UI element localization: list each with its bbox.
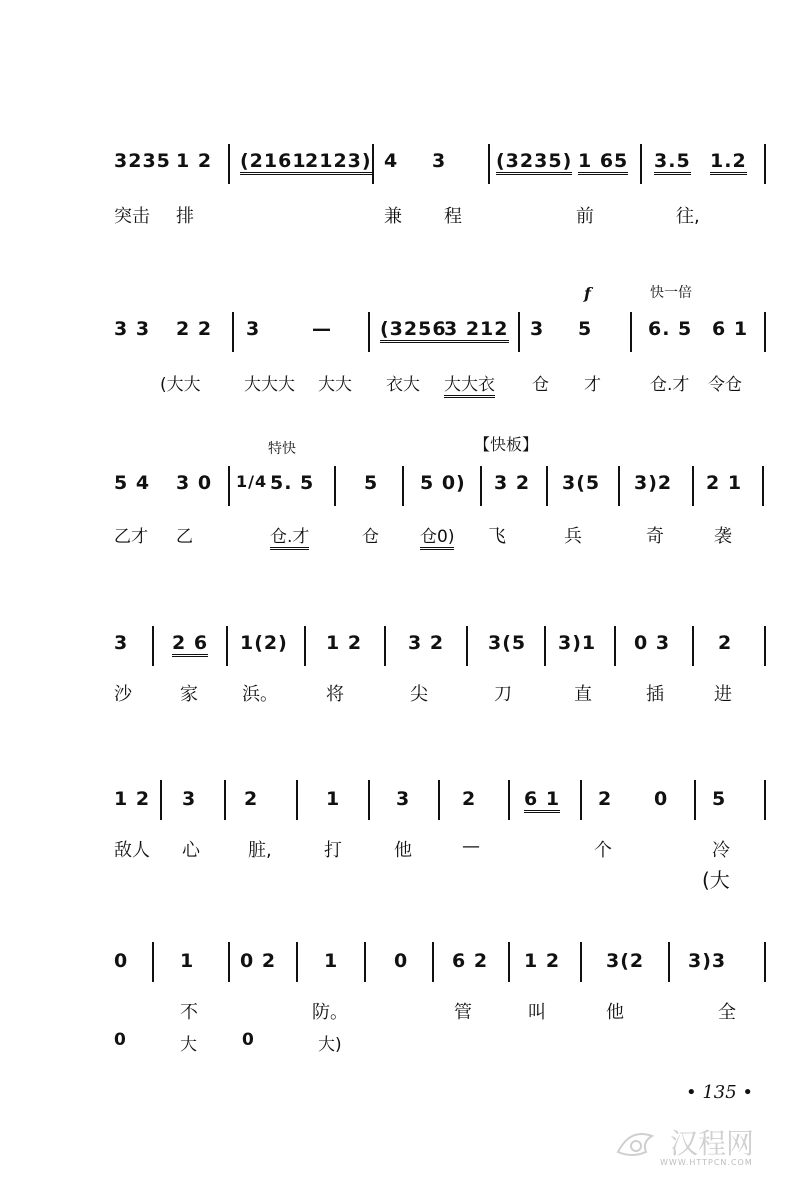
barline — [544, 626, 546, 666]
note-group: 3 2 — [408, 632, 445, 654]
note-group: 1 — [180, 950, 195, 972]
page-number: • 135 • — [686, 1082, 754, 1103]
note-group: 1.2 — [710, 150, 747, 175]
system-3 — [0, 428, 800, 558]
note-group: 3(5 — [562, 472, 601, 494]
watermark — [612, 1122, 788, 1172]
barline — [384, 626, 386, 666]
note-group: 5 — [712, 788, 727, 810]
note-group: 3)1 — [558, 632, 597, 654]
percussion-syllable: (大 — [702, 868, 730, 892]
lyric: 进 — [714, 684, 732, 705]
lyric: 沙 — [114, 684, 132, 705]
barline — [508, 780, 510, 820]
note-group: (2161 — [240, 150, 307, 175]
note-group: 3 — [432, 150, 447, 172]
time-signature: 1/4 — [236, 472, 268, 491]
barline — [364, 942, 366, 982]
percussion-syllable: 0 — [114, 1030, 126, 1050]
note-group: 2 — [462, 788, 477, 810]
system-2 — [0, 278, 800, 398]
barline — [488, 144, 490, 184]
note-group: 3(2 — [606, 950, 645, 972]
lyric: 他 — [394, 840, 412, 861]
note-group: 1 — [326, 788, 341, 810]
note-group: 3 — [114, 632, 129, 654]
percussion-syllable: 大大衣 — [444, 370, 495, 398]
barline — [764, 780, 766, 820]
barline — [402, 466, 404, 506]
note-group: 2 2 — [176, 318, 213, 340]
note-group: 5 — [578, 318, 593, 340]
note-group: 0 — [394, 950, 409, 972]
lyric: 敌人 — [114, 840, 150, 861]
lyric: 个 — [594, 840, 612, 861]
percussion-syllable: 大大 — [318, 375, 352, 395]
note-group: 2 1 — [706, 472, 743, 494]
barline — [668, 942, 670, 982]
lyric: 直 — [574, 684, 592, 705]
barline — [580, 942, 582, 982]
percussion-syllable: 令仓 — [708, 375, 742, 395]
barline — [764, 144, 766, 184]
barline — [160, 780, 162, 820]
lyric: 飞 — [488, 526, 506, 547]
barline — [368, 780, 370, 820]
barline — [296, 942, 298, 982]
note-group: 3 — [246, 318, 261, 340]
note-group: 5. 5 — [270, 472, 315, 494]
barline — [762, 466, 764, 506]
note-group: (3235) — [496, 150, 572, 175]
note-group: 3235 — [114, 150, 171, 172]
lyric: 兵 — [564, 526, 582, 547]
lyric: 家 — [180, 684, 198, 705]
barline — [618, 466, 620, 506]
percussion-syllable: 0 — [242, 1030, 254, 1050]
section-mark: 【快板】 — [474, 435, 539, 454]
lyric: 程 — [444, 206, 462, 227]
lyric: 插 — [646, 684, 664, 705]
barline — [304, 626, 306, 666]
note-group: 0 — [114, 950, 129, 972]
note-group: 1 2 — [326, 632, 363, 654]
barline — [614, 626, 616, 666]
note-group: 2 — [244, 788, 259, 810]
barline — [228, 942, 230, 982]
note-group: 4 — [384, 150, 399, 172]
lyric: 刀 — [494, 684, 512, 705]
note-group: 3 2 — [494, 472, 531, 494]
lyric: 浜。 — [242, 684, 278, 705]
note-group: 0 3 — [634, 632, 671, 654]
percussion-syllable: 才 — [584, 375, 601, 395]
tempo-mark: 特快 — [268, 441, 296, 457]
note-group: 0 — [654, 788, 669, 810]
lyric: 突击 — [114, 206, 150, 227]
lyric: 全 — [718, 1002, 736, 1023]
note-group: 5 4 — [114, 472, 151, 494]
note-group: (3256 — [380, 318, 447, 343]
lyric: 将 — [326, 684, 344, 705]
barline — [466, 626, 468, 666]
note-group: 3)3 — [688, 950, 727, 972]
barline — [432, 942, 434, 982]
note-group: 2 — [718, 632, 733, 654]
lyric: 奇 — [646, 526, 664, 547]
watermark-url: WWW.HTTPCN.COM — [660, 1158, 753, 1167]
barline — [224, 780, 226, 820]
percussion-syllable: 仓0) — [420, 522, 454, 550]
lyric: 兼 — [384, 206, 402, 227]
barline — [334, 466, 336, 506]
note-group: 3 — [396, 788, 411, 810]
barline — [226, 626, 228, 666]
barline — [152, 942, 154, 982]
lyric: 防。 — [312, 1002, 348, 1023]
note-group: 3)2 — [634, 472, 673, 494]
watermark-logo-icon — [612, 1122, 662, 1162]
barline — [546, 466, 548, 506]
lyric: 冷 — [712, 840, 730, 861]
percussion-syllable: 仓 — [362, 527, 379, 547]
lyric: 尖 — [410, 684, 428, 705]
barline — [232, 312, 234, 352]
note-group: 6 1 — [712, 318, 749, 340]
note-group: 1 2 — [114, 788, 151, 810]
note-group: 1 65 — [578, 150, 628, 175]
percussion-syllable: 衣大 — [386, 375, 420, 395]
barline — [692, 626, 694, 666]
percussion-syllable: 仓.才 — [650, 375, 690, 395]
note-group: 6 1 — [524, 788, 560, 813]
barline — [228, 466, 230, 506]
lyric: 前 — [576, 206, 594, 227]
note-group: 6 2 — [452, 950, 489, 972]
barline — [372, 144, 374, 184]
tempo-mark: 快一倍 — [650, 285, 692, 301]
note-group: 3 3 — [114, 318, 151, 340]
note-group: 2 6 — [172, 632, 208, 657]
note-group: — — [312, 318, 332, 340]
note-group: 1 2 — [524, 950, 561, 972]
percussion-syllable: 乙 — [176, 527, 193, 547]
note-group: 3 212 — [444, 318, 509, 343]
lyric: 不 — [180, 1002, 198, 1023]
barline — [438, 780, 440, 820]
lyric: 脏, — [248, 840, 272, 861]
barline — [152, 626, 154, 666]
percussion-syllable: 仓.才 — [270, 522, 309, 550]
system-5 — [0, 772, 800, 892]
barline — [508, 942, 510, 982]
percussion-syllable: 乙才 — [114, 527, 148, 547]
percussion-syllable: 大 — [180, 1035, 197, 1055]
note-group: 2 — [598, 788, 613, 810]
barline — [630, 312, 632, 352]
barline — [640, 144, 642, 184]
system-6 — [0, 934, 800, 1064]
note-group: 3 — [182, 788, 197, 810]
lyric: 他 — [606, 1002, 624, 1023]
note-group: 1 — [324, 950, 339, 972]
system-4 — [0, 616, 800, 706]
note-group: 0 2 — [240, 950, 277, 972]
note-group: 2123) — [305, 150, 372, 175]
barline — [580, 780, 582, 820]
lyric: — — [462, 836, 480, 857]
note-group: 5 0) — [420, 472, 466, 494]
barline — [228, 144, 230, 184]
percussion-syllable: 仓 — [532, 375, 549, 395]
note-group: 1(2) — [240, 632, 288, 654]
note-group: 3 — [530, 318, 545, 340]
watermark-text: 汉程网 — [670, 1127, 755, 1160]
lyric: 往, — [676, 206, 700, 227]
lyric: 袭 — [714, 526, 732, 547]
note-group: 1 2 — [176, 150, 213, 172]
barline — [368, 312, 370, 352]
barline — [764, 626, 766, 666]
barline — [692, 466, 694, 506]
dynamic-mark: f — [584, 284, 591, 303]
lyric: 打 — [324, 840, 342, 861]
percussion-syllable: 大大大 — [244, 375, 295, 395]
lyric: 排 — [176, 206, 194, 227]
system-1 — [0, 140, 800, 230]
barline — [296, 780, 298, 820]
note-group: 3 0 — [176, 472, 213, 494]
barline — [480, 466, 482, 506]
lyric: 心 — [182, 840, 200, 861]
percussion-syllable: (大大 — [160, 375, 201, 395]
barline — [694, 780, 696, 820]
lyric: 管 — [454, 1002, 472, 1023]
note-group: 6. 5 — [648, 318, 693, 340]
note-group: 3(5 — [488, 632, 527, 654]
note-group: 3.5 — [654, 150, 691, 175]
barline — [518, 312, 520, 352]
barline — [764, 312, 766, 352]
note-group: 5 — [364, 472, 379, 494]
lyric: 叫 — [528, 1002, 546, 1023]
percussion-syllable: 大) — [318, 1035, 342, 1055]
barline — [764, 942, 766, 982]
